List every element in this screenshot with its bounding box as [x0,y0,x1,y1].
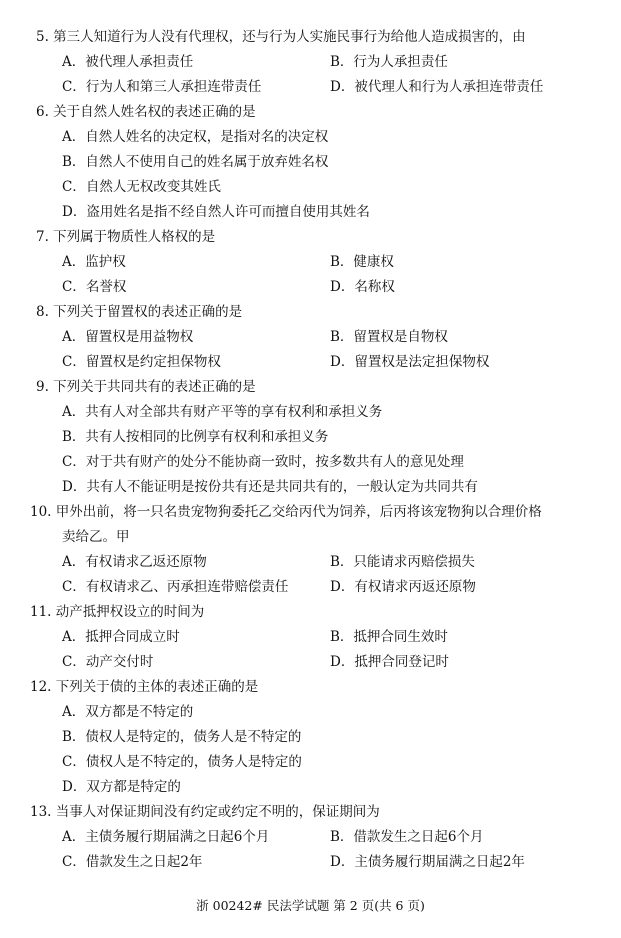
question-5-option-b: B．行为人承担责任 [330,54,448,70]
question-6-option-b: B．自然人不使用自己的姓名属于放弃姓名权 [62,154,329,170]
question-7-option-c: C．名誉权 [62,279,127,295]
question-7-option-b: B．健康权 [330,254,394,270]
question-13-option-d: D．主债务履行期届满之日起2年 [330,854,525,870]
page-footer: 浙 00242# 民法学试题 第 2 页(共 6 页) [196,898,425,913]
question-12-option-a: A．双方都是不特定的 [62,704,194,720]
question-9-option-c: C．对于共有财产的处分不能协商一致时，按多数共有人的意见处理 [62,454,464,470]
question-11-option-b: B．抵押合同生效时 [330,629,448,645]
question-12-stem: 12. 下列关于债的主体的表述正确的是 [30,679,259,695]
question-9-stem: 9. 下列关于共同共有的表述正确的是 [36,379,256,395]
question-8-stem: 8. 下列关于留置权的表述正确的是 [36,304,243,320]
question-6-stem: 6. 关于自然人姓名权的表述正确的是 [36,104,256,120]
question-12-option-b: B．债权人是特定的，债务人是不特定的 [62,729,302,745]
question-6-option-a: A．自然人姓名的决定权，是指对名的决定权 [62,129,329,145]
question-11-option-c: C．动产交付时 [62,654,154,670]
question-10-stem-continued: 卖给乙。甲 [62,529,130,545]
question-5-option-c: C．行为人和第三人承担连带责任 [62,79,262,95]
question-6-option-c: C．自然人无权改变其姓氏 [62,179,221,195]
question-9-option-a: A．共有人对全部共有财产平等的享有权利和承担义务 [62,404,383,420]
question-10-option-b: B．只能请求丙赔偿损失 [330,554,475,570]
question-12-option-c: C．债权人是不特定的，债务人是特定的 [62,754,302,770]
question-8-option-b: B．留置权是自物权 [330,329,448,345]
question-5-stem: 5. 第三人知道行为人没有代理权，还与行为人实施民事行为给他人造成损害的，由 [36,29,526,45]
question-5-option-a: A．被代理人承担责任 [62,54,194,70]
question-13-stem: 13. 当事人对保证期间没有约定或约定不明的，保证期间为 [30,804,380,820]
question-6-option-d: D．盗用姓名是指不经自然人许可而擅自使用其姓名 [62,204,370,220]
question-8-option-a: A．留置权是用益物权 [62,329,194,345]
question-13-option-c: C．借款发生之日起2年 [62,854,203,870]
question-5-option-d: D．被代理人和行为人承担连带责任 [330,79,544,95]
question-12-option-d: D．双方都是特定的 [62,779,181,795]
question-7-option-a: A．监护权 [62,254,126,270]
question-10-option-d: D．有权请求丙返还原物 [330,579,476,595]
question-11-stem: 11. 动产抵押权设立的时间为 [30,604,205,620]
question-9-option-d: D．共有人不能证明是按份共有还是共同共有的，一般认定为共同共有 [62,479,478,495]
question-13-option-b: B．借款发生之日起6个月 [330,829,484,845]
question-7-stem: 7. 下列属于物质性人格权的是 [36,229,216,245]
question-8-option-c: C．留置权是约定担保物权 [62,354,221,370]
question-11-option-d: D．抵押合同登记时 [330,654,449,670]
question-13-option-a: A．主债务履行期届满之日起6个月 [62,829,270,845]
question-10-option-c: C．有权请求乙、丙承担连带赔偿责任 [62,579,289,595]
question-8-option-d: D．留置权是法定担保物权 [330,354,490,370]
question-7-option-d: D．名称权 [330,279,395,295]
question-9-option-b: B．共有人按相同的比例享有权利和承担义务 [62,429,329,445]
question-10-option-a: A．有权请求乙返还原物 [62,554,207,570]
question-10-stem: 10. 甲外出前，将一只名贵宠物狗委托乙交给丙代为饲养，后丙将该宠物狗以合理价格 [30,504,542,520]
question-11-option-a: A．抵押合同成立时 [62,629,180,645]
